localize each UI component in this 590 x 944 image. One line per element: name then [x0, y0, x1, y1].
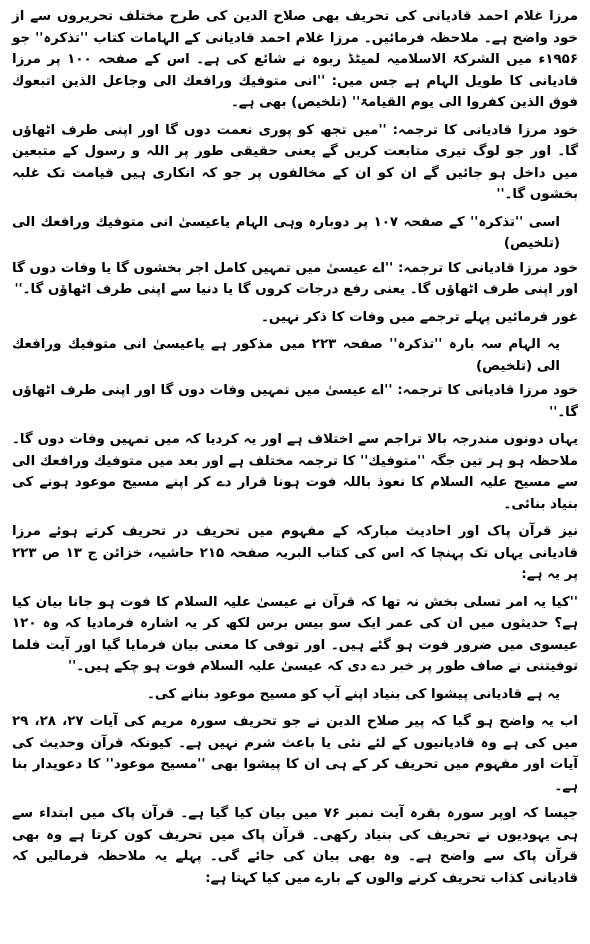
paragraph-quotation: ''کیا یہ امر تسلی بخش نہ تھا کہ قرآن نے عیسیٰ علیہ السلام کا فوت ہو جانا بیان کیا ہے؟ حدیثوں میں ان کی عمر ایک سو بیس برس لکھ کر یہ اشارہ فرمادیا کہ وہ ۱۲۰ عیسوی میں ضرور فوت ہو گئے ہیں۔ اور توفی کا معنی بیان فرمایا گیا اور آیت فلما توفیتنی نے صاف طور پر خبر دے دی کہ عیسیٰ علیہ السلام فوت ہو چکے ہیں۔'': [12, 594, 578, 674]
paragraph-conclusion: اب یہ واضح ہو گیا کہ پیر صلاح الدین نے جو تحریف سورہ مریم کی آیات ۲۷، ۲۸، ۲۹ میں کی ہے وہ قادیانیوں کے لئے نئی یا باعث شرم نہیں ہے۔ کیونکہ قرآن وحدیث کی آیات اور مفہوم میں تحریف کر کے ہی ان کا پیشوا بھی ''مسیح موعود'' کا دعویدار بنا ہے۔: [12, 714, 579, 794]
paragraph-foundation: یہ ہے قادیانی پیشوا کی بنیاد اپنے آپ کو مسیح موعود بنانے کی۔: [147, 686, 560, 702]
paragraph-first-translation: خود مرزا قادیانی کا ترجمہ: ''میں تجھ کو پوری نعمت دوں گا اور اپنی طرف اٹھاؤں گا۔ اور جو لوگ تیری متابعت کریں گے یعنی حقیقی طور پر اللہ و رسول کے متبعین میں داخل ہو جائیں گے ان کو ان کے مخالفوں پر جو کہ انکاری ہیں قیامت تک غلبہ بخشوں گا۔'': [12, 122, 578, 202]
paragraph-note: غور فرمائیں پہلے ترجمے میں وفات کا ذکر نہیں۔: [261, 309, 578, 325]
paragraph-discrepancy: یہاں دونوں مندرجہ بالا تراجم سے اختلاف ہے اور یہ کردیا کہ میں تمہیں وفات دوں گا۔ ملاحظہ ہو ہر تین جگہ ''متوفیك'' کا ترجمہ مختلف ہے اور بعد میں متوفیك ورافعك الی سے مسیح علیہ السلام کا نعوذ باللہ فوت ہونا قرار دے کر اپنے مسیح موعود ہونے کی بنیاد بنائی۔: [12, 432, 578, 512]
paragraph-reference: نیز قرآن پاک اور احادیث مبارکہ کے مفہوم میں تحریف در تحریف کرتے ہوئے مرزا قادیانی یہاں تک پہنچا کہ اس کی کتاب البریہ صفحہ ۲۱۵ حاشیہ، خزائن ج ۱۳ ص ۲۲۳ پر یہ ہے:: [12, 524, 578, 582]
paragraph-third-ilham: یہ الہام سہ بارہ ''تذکرہ'' صفحہ ۲۲۳ میں مذکور ہے یاعیسیٰ انی متوفیك ورافعك الی (تلخیص): [12, 337, 560, 374]
paragraph-third-translation: خود مرزا قادیانی کا ترجمہ: ''اے عیسیٰ میں تمہیں وفات دوں گا اور اپنی طرف اٹھاؤں گا۔'': [12, 383, 578, 420]
paragraph-closing: جیسا کہ اوپر سورہ بقرہ آیت نمبر ۷۶ میں بیان کیا گیا ہے۔ قرآن پاک میں ابتداء سے ہی یہودیوں نے تحریف کی بنیاد رکھی۔ قرآن پاک میں تحریف کون کرتا ہے وہ بھی قرآن پاک سے واضح ہے۔ وہ بھی بیان کی جائے گی۔ پہلے یہ ملاحظہ فرمالیں کہ قادیانی کذاب تحریف کرنے والوں کے بارے میں کیا کہتا ہے:: [12, 806, 578, 886]
paragraph-second-translation: خود مرزا قادیانی کا ترجمہ: ''اے عیسیٰ میں تمہیں کامل اجر بخشوں گا یا وفات دوں گا اور اپنی طرف اٹھاؤں گا۔ یعنی رفع درجات کروں گا یا دنیا سے اپنی طرف اٹھاؤں گا۔'': [12, 260, 578, 297]
paragraph-second-ilham: اسی ''تذکرہ'' کے صفحہ ۱۰۷ پر دوبارہ وہی الہام یاعیسیٰ انی متوفیك ورافعك الی (تلخیص): [12, 214, 560, 251]
paragraph-introduction: مرزا غلام احمد قادیانی کی تحریف بھی صلاح الدین کی طرح مختلف تحریروں سے از خود واضح ہے۔ ملاحظہ فرمائیں۔ مرزا غلام احمد قادیانی کے الہامات کتاب ''تذکرہ'' جو ۱۹۵۶ء میں الشرکۃ الاسلامیہ لمیٹڈ ربوہ نے شائع کی ہے۔ اس کے صفحہ ۱۰۰ پر مرزا قادیانی کا طویل الہام ہے جس میں: ''انی متوفیك ورافعك الی وجاعل الذین اتبعوك فوق الذین كفروا الی یوم القیامۃ'' (تلخیص) بھی ہے۔: [12, 9, 578, 110]
